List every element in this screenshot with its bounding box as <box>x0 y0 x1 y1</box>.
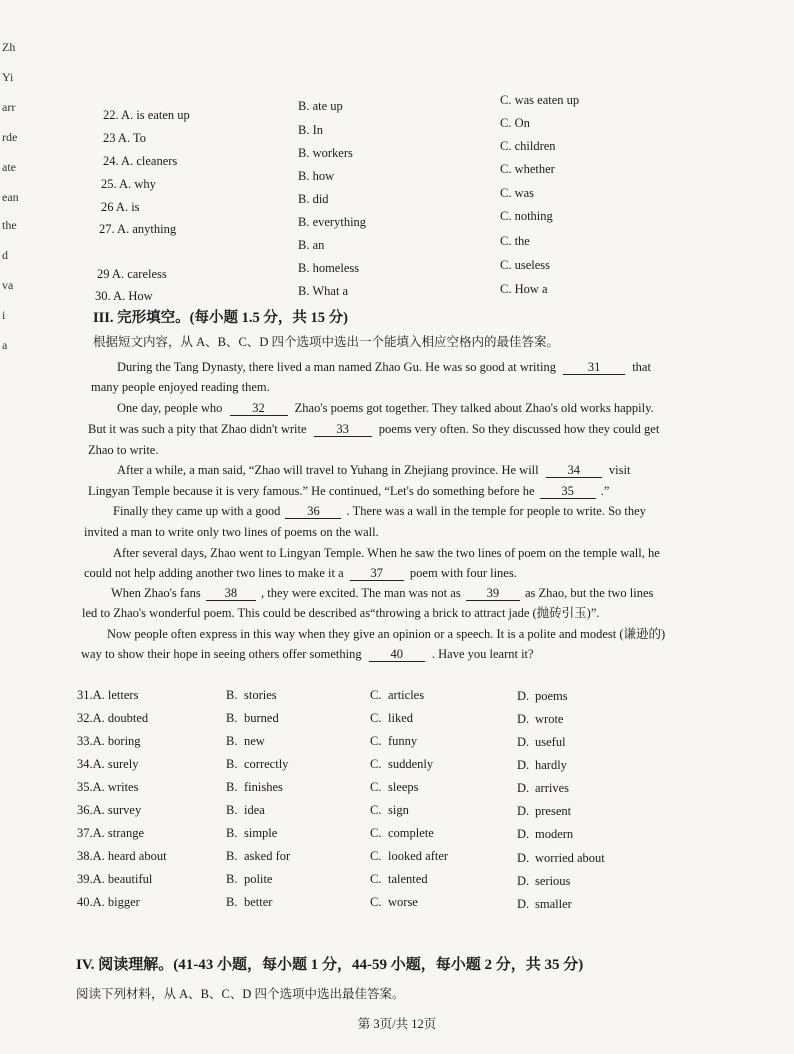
option-a: 24. A. cleaners <box>103 154 178 168</box>
choice-number: 36. <box>77 803 93 817</box>
choice-a: beautiful <box>107 872 153 886</box>
passage-text: Lingyan Temple because it is very famous.” He continued, “Let's do something before he <box>88 484 535 498</box>
choice-a: doubted <box>107 711 149 725</box>
choice-c: articles <box>388 688 425 702</box>
choice-a: bigger <box>107 895 140 909</box>
choice-letter: C. <box>370 688 382 702</box>
passage-text: After a while, a man said, “Zhao will travel to Yuhang in Zhejiang province. He will <box>117 463 539 477</box>
edge-text: i <box>2 308 6 322</box>
choice-letter: C. <box>370 872 382 886</box>
option-a: 30. A. How <box>95 289 153 303</box>
choice-number: 33. <box>77 734 93 748</box>
passage-line: Zhao to write. <box>88 443 159 457</box>
edge-text: Zh <box>2 40 16 54</box>
edge-text: a <box>2 338 8 352</box>
passage-text: that <box>632 360 651 374</box>
blank-35: 35 <box>540 484 596 499</box>
choice-number: 31. <box>77 688 93 702</box>
choice-letter: D. <box>517 897 530 911</box>
choice-b: better <box>244 895 273 909</box>
choice-b: new <box>244 734 265 748</box>
choice-letter: B. <box>226 780 238 794</box>
choice-letter: A. <box>92 803 105 817</box>
choice-number: 38. <box>77 849 93 863</box>
choice-d: modern <box>535 827 574 841</box>
choice-a: boring <box>107 734 141 748</box>
passage-line: After several days, Zhao went to Lingyan Temple. When he saw the two lines of poem on the temple wall, he <box>113 546 660 560</box>
passage-line: led to Zhao's wonderful poem. This could be described as“throwing a brick to attract jade (抛砖引玉)”. <box>82 606 600 620</box>
choice-letter: A. <box>92 872 105 886</box>
choice-a: writes <box>107 780 139 794</box>
choice-letter: B. <box>226 688 238 702</box>
choice-b: idea <box>244 803 265 817</box>
option-a: 23 A. To <box>103 131 146 145</box>
passage-text: . Have you learnt it? <box>431 647 534 661</box>
choice-b: finishes <box>244 780 283 794</box>
option-a: 26 A. is <box>101 200 140 214</box>
option-a: 22. A. is eaten up <box>103 108 190 122</box>
option-b: B. everything <box>298 215 367 229</box>
choice-letter: D. <box>517 851 530 865</box>
passage-line <box>111 583 653 604</box>
choice-d: present <box>535 804 572 818</box>
blank-39: 39 <box>466 586 520 601</box>
choice-letter: A. <box>92 895 105 909</box>
passage-text: .” <box>600 484 610 498</box>
edge-text: rde <box>2 130 18 144</box>
edge-text: Yi <box>2 70 14 84</box>
passage-text: , they were excited. The man was not as <box>260 586 461 600</box>
option-b: B. did <box>298 192 329 206</box>
page-number: 第 3页/共 12页 <box>357 1017 437 1031</box>
edge-text: va <box>2 278 14 292</box>
choice-b: stories <box>244 688 277 702</box>
option-b: B. how <box>298 169 335 183</box>
choice-letter: B. <box>226 826 238 840</box>
choice-letter: C. <box>370 734 382 748</box>
choice-letter: B. <box>226 872 238 886</box>
choice-letter: A. <box>92 780 105 794</box>
option-b: B. workers <box>298 146 353 160</box>
option-b: B. homeless <box>298 261 360 275</box>
choice-letter: D. <box>517 827 530 841</box>
blank-33: 33 <box>314 422 372 437</box>
passage-text: as Zhao, but the two lines <box>524 586 654 600</box>
choice-number: 35. <box>77 780 93 794</box>
choice-a: heard about <box>107 849 167 863</box>
passage-text: Finally they came up with a good <box>113 504 281 518</box>
choice-letter: C. <box>370 757 382 771</box>
choice-b: burned <box>244 711 279 725</box>
blank-36: 36 <box>285 504 341 519</box>
choice-letter: B. <box>226 734 238 748</box>
choice-letter: B. <box>226 895 238 909</box>
choice-letter: D. <box>517 758 530 772</box>
choice-letter: A. <box>92 734 105 748</box>
blank-34: 34 <box>546 463 602 478</box>
passage-line <box>81 644 534 665</box>
passage-line <box>117 357 651 378</box>
choice-letter: B. <box>226 849 238 863</box>
edge-text: arr <box>2 100 16 114</box>
choice-letter: B. <box>226 757 238 771</box>
choice-d: hardly <box>535 758 567 772</box>
choice-letter: D. <box>517 804 530 818</box>
choice-letter: A. <box>92 688 105 702</box>
choice-number: 32. <box>77 711 93 725</box>
section-title-reading: IV. 阅读理解。(41-43 小题，每小题 1 分，44-59 小题，每小题 2 分，共 35 分) <box>76 957 584 973</box>
choice-a: strange <box>107 826 145 840</box>
choice-a: survey <box>107 803 142 817</box>
choice-d: serious <box>535 874 571 888</box>
option-c: C. whether <box>500 162 555 176</box>
choice-d: useful <box>535 735 566 749</box>
passage-line <box>84 563 517 584</box>
choice-number: 39. <box>77 872 93 886</box>
choice-letter: B. <box>226 711 238 725</box>
option-c: C. the <box>500 234 530 248</box>
choice-letter: D. <box>517 712 530 726</box>
option-a: 27. A. anything <box>99 222 177 236</box>
blank-32: 32 <box>230 401 288 416</box>
passage-line: many people enjoyed reading them. <box>91 380 270 394</box>
passage-line <box>88 481 609 502</box>
choice-number: 37. <box>77 826 93 840</box>
choice-b: asked for <box>244 849 291 863</box>
choice-d: worried about <box>535 851 605 865</box>
option-b: B. ate up <box>298 99 343 113</box>
edge-text: ean <box>2 190 19 204</box>
passage-line <box>88 419 659 440</box>
choice-letter: D. <box>517 735 530 749</box>
option-c: C. nothing <box>500 209 553 223</box>
choice-letter: D. <box>517 874 530 888</box>
blank-31: 31 <box>563 360 625 375</box>
choice-d: poems <box>535 689 568 703</box>
passage-text: When Zhao's fans <box>111 586 201 600</box>
edge-text: d <box>2 248 8 262</box>
option-b: B. What a <box>298 284 349 298</box>
section-instruction: 根据短文内容，从 A、B、C、D 四个选项中选出一个能填入相应空格内的最佳答案。 <box>93 335 559 349</box>
edge-text: ate <box>2 160 16 174</box>
choice-d: wrote <box>535 712 564 726</box>
choice-d: smaller <box>535 897 572 911</box>
choice-letter: A. <box>92 757 105 771</box>
passage-text: visit <box>608 463 631 477</box>
choice-b: simple <box>244 826 278 840</box>
choice-d: arrives <box>535 781 570 795</box>
choice-number: 34. <box>77 757 93 771</box>
choice-letter: C. <box>370 849 382 863</box>
choice-letter: C. <box>370 826 382 840</box>
blank-40: 40 <box>369 647 425 662</box>
blank-37: 37 <box>350 566 404 581</box>
blank-38: 38 <box>206 586 256 601</box>
choice-b: correctly <box>244 757 289 771</box>
option-c: C. How a <box>500 282 548 296</box>
passage-text: way to show their hope in seeing others offer something <box>81 647 362 661</box>
option-b: B. In <box>298 123 323 137</box>
passage-text: But it was such a pity that Zhao didn't write <box>88 422 307 436</box>
passage-text: poem with four lines. <box>409 566 517 580</box>
passage-text: Zhao's poems got together. They talked about Zhao's old works happily. <box>294 401 654 415</box>
section-title-cloze: III. 完形填空。(每小题 1.5 分，共 15 分) <box>93 310 348 326</box>
passage-line <box>117 460 630 481</box>
option-c: C. was <box>500 186 535 200</box>
choice-letter: A. <box>92 711 105 725</box>
choice-letter: C. <box>370 780 382 794</box>
choice-c: suddenly <box>388 757 434 771</box>
section-instruction: 阅读下列材料，从 A、B、C、D 四个选项中选出最佳答案。 <box>76 987 405 1001</box>
passage-line <box>117 398 654 419</box>
option-c: C. children <box>500 139 556 153</box>
choice-letter: B. <box>226 803 238 817</box>
choice-letter: C. <box>370 895 382 909</box>
passage-line: invited a man to write only two lines of poems on the wall. <box>84 525 379 539</box>
choice-letter: A. <box>92 849 105 863</box>
passage-text: could not help adding another two lines to make it a <box>84 566 344 580</box>
choice-c: talented <box>388 872 428 886</box>
choice-letter: C. <box>370 711 382 725</box>
passage-text: One day, people who <box>117 401 223 415</box>
passage-line: Now people often express in this way when they give an opinion or a speech. It is a polite and modest (谦逊的) <box>107 627 666 641</box>
choice-letter: D. <box>517 689 530 703</box>
option-a: 29 A. careless <box>97 267 167 281</box>
choice-c: liked <box>388 711 413 725</box>
choice-b: polite <box>244 872 273 886</box>
option-c: C. useless <box>500 258 550 272</box>
choice-a: surely <box>107 757 139 771</box>
choice-letter: D. <box>517 781 530 795</box>
option-a: 25. A. why <box>101 177 156 191</box>
choice-a: letters <box>107 688 139 702</box>
choice-number: 40. <box>77 895 93 909</box>
choice-letter: C. <box>370 803 382 817</box>
choice-c: complete <box>388 826 434 840</box>
edge-text: the <box>2 218 17 232</box>
passage-text: . There was a wall in the temple for people to write. So they <box>346 504 646 518</box>
option-c: C. was eaten up <box>500 93 580 107</box>
choice-c: sleeps <box>388 780 419 794</box>
choice-c: worse <box>388 895 418 909</box>
passage-text: poems very often. So they discussed how they could get <box>378 422 660 436</box>
passage-line <box>113 501 646 522</box>
choice-letter: A. <box>92 826 105 840</box>
choice-c: sign <box>388 803 409 817</box>
passage-text: During the Tang Dynasty, there lived a man named Zhao Gu. He was so good at writing <box>117 360 556 374</box>
option-c: C. On <box>500 116 530 130</box>
choice-c: funny <box>388 734 418 748</box>
choice-c: looked after <box>388 849 449 863</box>
option-b: B. an <box>298 238 325 252</box>
